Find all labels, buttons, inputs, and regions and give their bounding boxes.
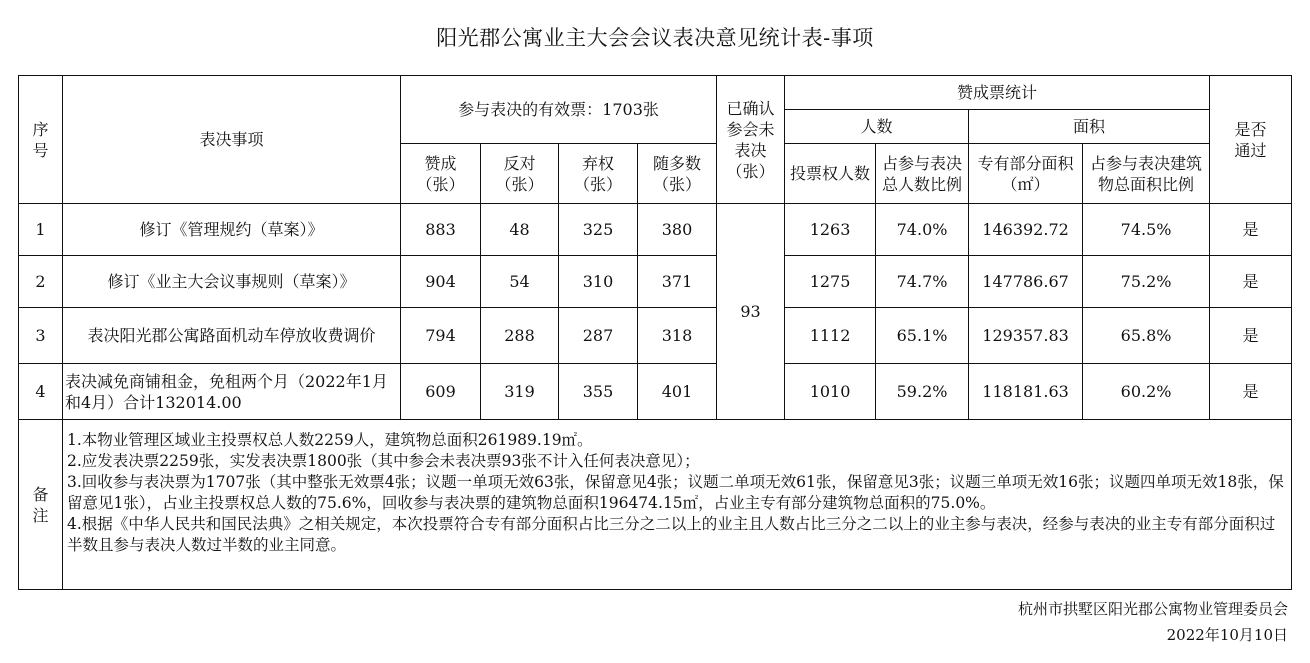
table-row <box>19 204 1292 256</box>
header-people-ratio: 占参与表决 总人数比例 <box>876 144 969 204</box>
row-oppose: 48 <box>481 204 559 256</box>
row-people-ratio: 65.1% <box>876 308 969 364</box>
row-abstain: 355 <box>559 364 638 420</box>
row-follow: 401 <box>638 364 717 420</box>
header-exclusive-area: 专有部分面积 （㎡） <box>969 144 1083 204</box>
row-area: 129357.83 <box>969 308 1083 364</box>
row-area-ratio: 60.2% <box>1083 364 1210 420</box>
confirmed-absent-value: 93 <box>717 204 785 420</box>
row-voters: 1112 <box>785 308 876 364</box>
table-row <box>19 364 1292 420</box>
row-oppose: 319 <box>481 364 559 420</box>
header-voting-people: 投票权人数 <box>785 144 876 204</box>
header-approve: 赞成 （张） <box>401 144 481 204</box>
row-area-ratio: 74.5% <box>1083 204 1210 256</box>
header-seq: 序 号 <box>19 76 63 204</box>
notes-content <box>63 420 1292 590</box>
row-approve: 794 <box>401 308 481 364</box>
row-people-ratio: 59.2% <box>876 364 969 420</box>
header-matter: 表决事项 <box>63 76 401 204</box>
row-no: 2 <box>19 256 63 308</box>
header-approve-stats: 赞成票统计 <box>785 76 1210 110</box>
row-no: 4 <box>19 364 63 420</box>
row-matter: 表决减免商铺租金，免租两个月（2022年1月和4月）合计132014.00 <box>63 364 401 420</box>
row-voters: 1010 <box>785 364 876 420</box>
header-follow-majority: 随多数 （张） <box>638 144 717 204</box>
row-matter: 修订《管理规约（草案）》 <box>63 204 401 256</box>
row-area: 147786.67 <box>969 256 1083 308</box>
header-oppose: 反对 （张） <box>481 144 559 204</box>
page-title: 阳光郡公寓业主大会会议表决意见统计表-事项 <box>436 26 874 50</box>
row-no: 1 <box>19 204 63 256</box>
header-area-ratio: 占参与表决建筑 物总面积比例 <box>1083 144 1210 204</box>
row-people-ratio: 74.7% <box>876 256 969 308</box>
row-area-ratio: 65.8% <box>1083 308 1210 364</box>
note-item: 4.根据《中华人民共和国民法典》之相关规定，本次投票符合专有部分面积占比三分之二以上的业主且人数占比三分之二以上的业主参与表决，经参与表决的业主专有部分面积过半数且参与表决人数过半数的业主同意。 <box>67 515 1276 554</box>
row-oppose: 54 <box>481 256 559 308</box>
note-item: 2.应发表决票2259张，实发表决票1800张（其中参会未表决票93张不计入任何表决意见）； <box>67 452 700 470</box>
table-row <box>19 256 1292 308</box>
row-approve: 904 <box>401 256 481 308</box>
row-matter: 修订《业主大会议事规则（草案）》 <box>63 256 401 308</box>
header-abstain: 弃权 （张） <box>559 144 638 204</box>
row-passed: 是 <box>1210 364 1292 420</box>
header-passed: 是否 通过 <box>1210 76 1292 204</box>
row-people-ratio: 74.0% <box>876 204 969 256</box>
row-oppose: 288 <box>481 308 559 364</box>
row-passed: 是 <box>1210 204 1292 256</box>
note-item: 3.回收参与表决票为1707张（其中整张无效票4张；议题一单项无效63张，保留意见4张；议题二单项无效61张，保留意见3张；议题三单项无效16张；议题四单项无效18张，保留意见1张），占业主投票权总人数的75.6%，回收参与表决票的建筑物总面积196474.15㎡，占业主专有部分建筑物总面积的75.0%。 <box>67 473 1284 512</box>
row-passed: 是 <box>1210 256 1292 308</box>
footer-organization: 杭州市拱墅区阳光郡公寓物业管理委员会 <box>1017 600 1288 618</box>
row-approve: 609 <box>401 364 481 420</box>
vote-statistics-table <box>18 75 1292 590</box>
header-people: 人数 <box>785 110 969 144</box>
row-area: 118181.63 <box>969 364 1083 420</box>
row-abstain: 325 <box>559 204 638 256</box>
footer-date: 2022年10月10日 <box>1166 626 1288 644</box>
row-approve: 883 <box>401 204 481 256</box>
row-voters: 1275 <box>785 256 876 308</box>
row-no: 3 <box>19 308 63 364</box>
row-abstain: 310 <box>559 256 638 308</box>
row-matter: 表决阳光郡公寓路面机动车停放收费调价 <box>63 308 401 364</box>
row-voters: 1263 <box>785 204 876 256</box>
notes-label: 备 注 <box>19 420 63 590</box>
row-follow: 380 <box>638 204 717 256</box>
header-confirmed-absent: 已确认 参会未 表决 （张） <box>717 76 785 204</box>
row-follow: 371 <box>638 256 717 308</box>
note-item: 1.本物业管理区域业主投票权总人数2259人，建筑物总面积261989.19㎡。 <box>67 431 593 449</box>
table-row <box>19 308 1292 364</box>
header-area: 面积 <box>969 110 1210 144</box>
header-valid-votes: 参与表决的有效票：1703张 <box>401 76 717 144</box>
row-area-ratio: 75.2% <box>1083 256 1210 308</box>
row-follow: 318 <box>638 308 717 364</box>
row-abstain: 287 <box>559 308 638 364</box>
row-passed: 是 <box>1210 308 1292 364</box>
row-area: 146392.72 <box>969 204 1083 256</box>
